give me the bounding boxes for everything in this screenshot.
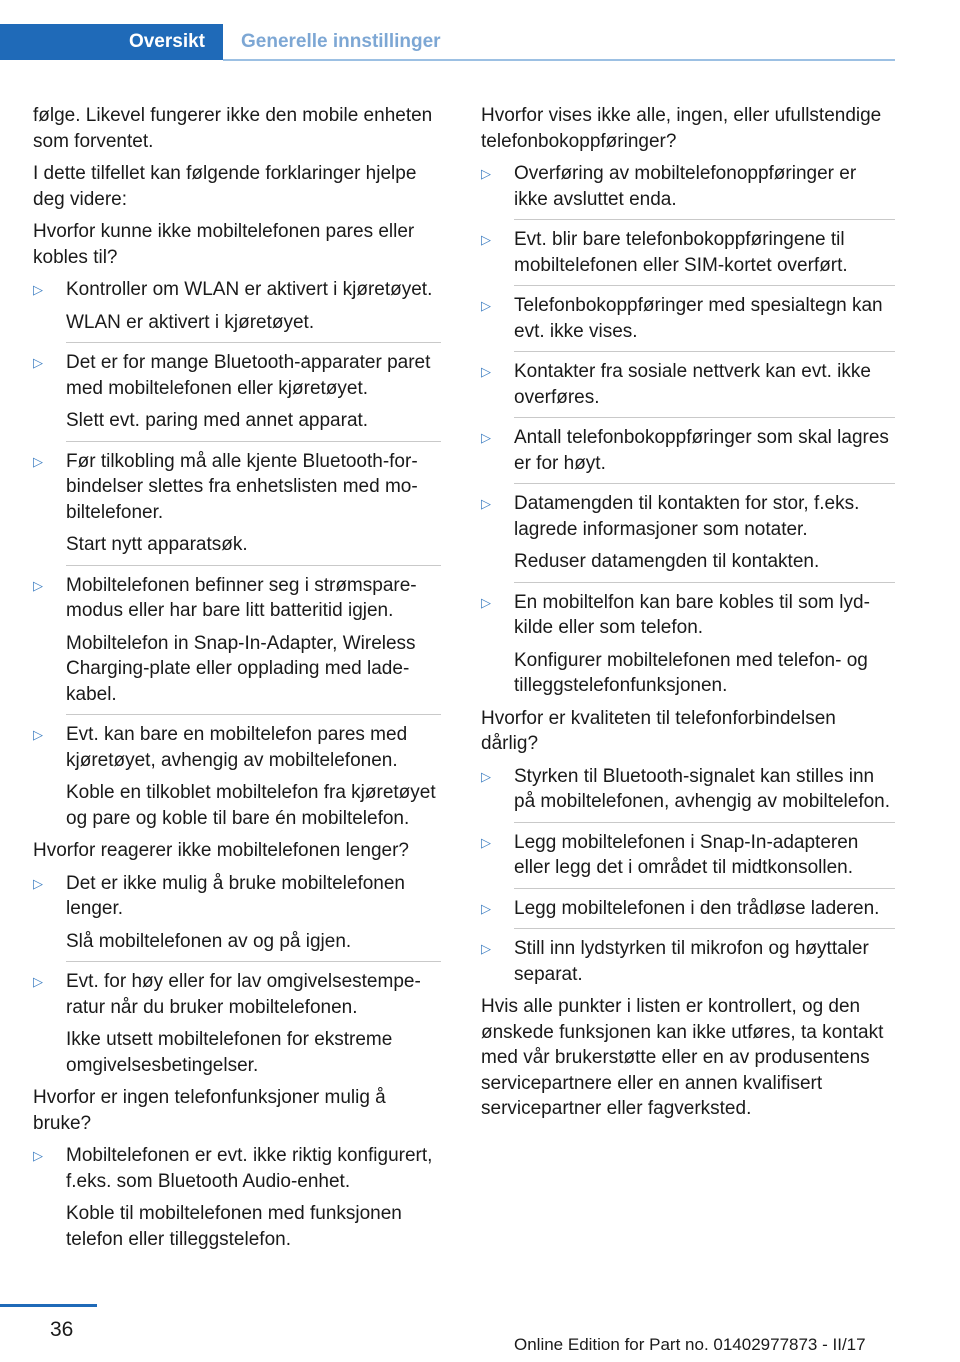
tab-oversikt: Oversikt (0, 24, 223, 60)
list-item (481, 161, 895, 212)
divider (514, 417, 895, 418)
triangle-bullet-icon: ▷ (33, 875, 43, 891)
divider (514, 928, 895, 929)
right-column (481, 103, 895, 1129)
item-text: Før tilkobling må alle kjente Bluetooth-forbindelser slettes fra enhetslisten med mobiltelefoner. (66, 450, 418, 523)
triangle-bullet-icon: ▷ (481, 768, 491, 784)
item-action: Ikke utsett mobiltelefonen for ekstreme omgivelsesbetingelser. (66, 1029, 393, 1076)
item-action: Slå mobiltelefonen av og på igjen. (66, 930, 352, 952)
list-item (481, 227, 895, 278)
triangle-bullet-icon: ▷ (481, 232, 491, 247)
divider (514, 219, 895, 220)
list-item (33, 449, 441, 558)
triangle-bullet-icon: ▷ (33, 577, 43, 593)
item-text: Styrken til Bluetooth-signalet kan stilles inn på mobiltelefonen, avhengig av mobiltelefon. (514, 765, 891, 812)
divider (66, 565, 441, 566)
item-action: Reduser datamengden til kontakten. (514, 551, 820, 572)
left-column (33, 103, 441, 1259)
item-text: En mobiltelfon kan bare kobles til som lydkilde eller som telefon. (514, 591, 870, 638)
list-item (481, 896, 895, 922)
list-item (33, 722, 441, 831)
item-action: Koble til mobiltelefonen med funksjonen telefon eller tilleggstelefon. (66, 1203, 402, 1250)
paragraph: I dette tilfellet kan følgende forklaringer hjelpe deg videre: (33, 163, 417, 210)
list-item (33, 573, 441, 708)
list-item (33, 969, 441, 1078)
triangle-bullet-icon: ▷ (33, 282, 43, 297)
closing-paragraph: Hvis alle punkter i listen er kontrollert, og den ønskede funksjonen kan ikke utføres, ta kontakt med vår brukerstøtte eller en av produsentens servicepartnere eller en annen kvalifisert servicepartner eller fagverksted. (481, 996, 884, 1119)
item-text: Kontroller om WLAN er aktivert i kjøretøyet. (66, 279, 433, 300)
list-item (33, 277, 441, 335)
triangle-bullet-icon: ▷ (481, 364, 491, 379)
item-text: Mobiltelefonen er evt. ikke riktig konfigurert, f.eks. som Bluetooth Audio-enhet. (66, 1145, 433, 1192)
item-text: Legg mobiltelefonen i Snap-In-adapteren eller legg det i området til midtkonsollen. (514, 831, 859, 878)
triangle-bullet-icon: ▷ (33, 974, 43, 989)
tab-underline (223, 59, 895, 61)
question-heading: Hvorfor er kvaliteten til telefonforbindelsen dårlig? (481, 707, 836, 754)
question-heading: Hvorfor vises ikke alle, ingen, eller ufullstendige telefonbokoppføringer? (481, 105, 882, 152)
item-text: Kontakter fra sosiale nettverk kan evt. ikke overføres. (514, 361, 871, 408)
question-heading: Hvorfor er ingen telefonfunksjoner mulig å bruke? (33, 1087, 386, 1134)
item-action: Konfigurer mobiltelefonen med telefon- og tilleggstelefonfunksjonen. (514, 649, 868, 696)
item-text: Overføring av mobiltelefonoppføringer er ikke avsluttet enda. (514, 163, 857, 210)
list-item (481, 590, 895, 699)
item-action: WLAN er aktivert i kjøretøyet. (66, 311, 315, 333)
triangle-bullet-icon: ▷ (481, 594, 491, 610)
list-item (33, 871, 441, 955)
item-action: Mobiltelefon in Snap-In-Adapter, Wireless Charging-plate eller opplading med ladekabel. (66, 632, 416, 705)
list-item (481, 359, 895, 410)
tab-generelle-innstillinger: Generelle innstillinger (241, 31, 441, 52)
divider (66, 714, 441, 715)
list-item (481, 491, 895, 575)
divider (66, 441, 441, 442)
divider (66, 961, 441, 962)
divider (514, 888, 895, 889)
triangle-bullet-icon: ▷ (481, 166, 491, 181)
triangle-bullet-icon: ▷ (481, 298, 491, 313)
footer-accent-line (0, 1304, 97, 1307)
item-text: Datamengden til kontakten for stor, f.eks. lagrede informasjoner som notater. (514, 493, 860, 540)
item-text: Legg mobiltelefonen i den trådløse laderen. (514, 897, 880, 919)
item-action: Start nytt apparatsøk. (66, 534, 248, 555)
triangle-bullet-icon: ▷ (33, 453, 43, 469)
list-item (481, 293, 895, 344)
divider (514, 483, 895, 484)
page-number: 36 (50, 1318, 74, 1341)
divider (514, 822, 895, 823)
item-text: Telefonbokoppføringer med spesialtegn kan evt. ikke vises. (514, 295, 883, 342)
question-heading: Hvorfor kunne ikke mobiltelefonen pares eller kobles til? (33, 221, 415, 268)
triangle-bullet-icon: ▷ (33, 355, 43, 370)
divider (66, 342, 441, 343)
item-text: Det er ikke mulig å bruke mobiltelefonen lenger. (66, 872, 406, 919)
triangle-bullet-icon: ▷ (33, 1148, 43, 1163)
list-item (481, 830, 895, 881)
triangle-bullet-icon: ▷ (481, 496, 491, 511)
item-text: Mobiltelefonen befinner seg i strømsparemodus eller har bare litt batteritid igjen. (66, 574, 417, 621)
item-text: Det er for mange Bluetooth-apparater paret med mobiltelefonen eller kjøretøyet. (66, 352, 431, 399)
section-tabs (0, 24, 895, 62)
item-text: Evt. kan bare en mobiltelefon pares med kjøretøyet, avhengig av mobiltelefonen. (66, 724, 408, 771)
list-item (481, 425, 895, 476)
list-item (481, 936, 895, 987)
triangle-bullet-icon: ▷ (481, 834, 491, 850)
item-text: Still inn lydstyrken til mikrofon og høyttaler separat. (514, 938, 869, 985)
edition-text: Online Edition for Part no. 01402977873 - II/17 (514, 1335, 866, 1354)
list-item (33, 1143, 441, 1252)
item-text: Evt. for høy eller for lav omgivelsestemperatur når du bruker mobiltelefonen. (66, 971, 421, 1018)
item-text: Evt. blir bare telefonbokoppføringene til mobiltelefonen eller SIM-kortet overført. (514, 229, 848, 276)
question-heading: Hvorfor reagerer ikke mobiltelefonen lenger? (33, 840, 409, 861)
triangle-bullet-icon: ▷ (481, 900, 491, 916)
divider (514, 582, 895, 583)
divider (514, 351, 895, 352)
paragraph: følge. Likevel fungerer ikke den mobile enheten som forventet. (33, 105, 433, 152)
item-action: Koble en tilkoblet mobiltelefon fra kjøretøyet og pare og koble til bare én mobiltelefon. (66, 782, 436, 829)
list-item (33, 350, 441, 434)
divider (514, 285, 895, 286)
item-text: Antall telefonbokoppføringer som skal lagres er for høyt. (514, 427, 889, 474)
list-item (481, 764, 895, 815)
triangle-bullet-icon: ▷ (33, 727, 43, 742)
item-action: Slett evt. paring med annet apparat. (66, 410, 369, 431)
triangle-bullet-icon: ▷ (481, 430, 491, 445)
triangle-bullet-icon: ▷ (481, 941, 491, 956)
